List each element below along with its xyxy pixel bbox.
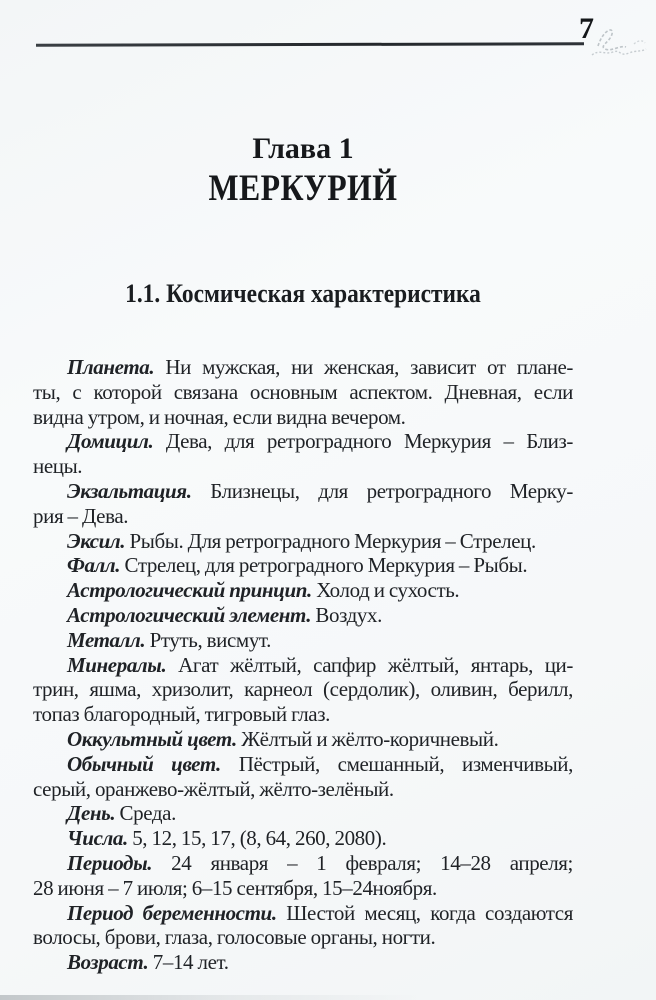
body-line: Период беременности. Шестой месяц, когда создаются xyxy=(67,900,573,925)
paragraph xyxy=(33,628,573,653)
body-line: Металл. Ртуть, висмут. xyxy=(67,627,271,652)
body-line: Возраст. 7–14 лет. xyxy=(67,950,229,975)
body-line: Фалл. Стрелец, для ретроградного Меркурия – Рыбы. xyxy=(67,553,528,578)
body-line: Минералы. Агат жёлтый, сапфир жёлтый, янтарь, ци- xyxy=(67,652,573,677)
paragraph xyxy=(33,578,573,603)
body-line: Оккультный цвет. Жёлтый и жёлто-коричневый. xyxy=(67,726,499,751)
paragraph xyxy=(33,603,573,628)
paragraph xyxy=(33,901,573,951)
term-lead: Астрологический принцип. xyxy=(67,578,312,603)
paragraph xyxy=(33,479,573,529)
body-line: Периоды. 24 января – 1 февраля; 14–28 апреля; xyxy=(67,850,573,875)
scan-smudge xyxy=(0,995,420,1000)
paragraph xyxy=(33,826,573,851)
body-line: Эксил. Рыбы. Для ретроградного Меркурия – Стрелец. xyxy=(67,528,536,553)
term-lead: Периоды. xyxy=(67,850,153,875)
term-lead: Металл. xyxy=(67,627,146,652)
body-line: Астрологический принцип. Холод и сухость. xyxy=(67,578,460,603)
body-line: ты, с которой связана основным аспектом. Дневная, если xyxy=(33,379,573,404)
body-line: волосы, брови, глаза, голосовые органы, ногти. xyxy=(33,925,436,950)
paragraph xyxy=(33,355,573,429)
body-line: Экзальтация. Близнецы, для ретроградного Мерку- xyxy=(67,478,573,503)
body-line: День. Среда. xyxy=(67,801,176,826)
term-lead: Планета. xyxy=(67,355,155,379)
chapter-title: МЕРКУРИЙ xyxy=(208,168,398,209)
term-lead: Минералы. xyxy=(67,652,167,677)
body-line: 28 июня – 7 июля; 6–15 сентября, 15–24ноября. xyxy=(33,875,437,900)
term-lead: Домицил. xyxy=(67,429,154,454)
paragraph xyxy=(33,801,573,826)
body-line: топаз благородный, тигровый глаз. xyxy=(33,702,330,727)
body-line: Обычный цвет. Пёстрый, смешанный, изменчивый, xyxy=(67,751,573,776)
body-text xyxy=(33,355,573,975)
body-line: рия – Дева. xyxy=(33,503,129,528)
term-lead: День. xyxy=(67,801,116,826)
body-line: нецы. xyxy=(33,454,83,479)
body-line: серый, оранжево-жёлтый, жёлто-зелёный. xyxy=(33,776,394,801)
term-lead: Эксил. xyxy=(67,528,126,553)
flourish-icon xyxy=(590,24,648,67)
paragraph xyxy=(33,851,573,901)
page-number: 7 xyxy=(579,12,594,45)
term-lead: Экзальтация. xyxy=(67,478,192,503)
term-lead: Фалл. xyxy=(67,553,121,578)
paragraph xyxy=(33,553,573,578)
body-line: Астрологический элемент. Воздух. xyxy=(67,602,382,627)
term-lead: Числа. xyxy=(67,826,128,851)
paragraph xyxy=(33,529,573,554)
paragraph xyxy=(33,950,573,975)
body-line: Домицил. Дева, для ретроградного Меркурия – Близ- xyxy=(67,429,573,454)
text-column xyxy=(33,0,573,975)
paragraph xyxy=(33,653,573,727)
body-line: Числа. 5, 12, 15, 17, (8, 64, 260, 2080). xyxy=(67,826,387,851)
paragraph xyxy=(33,429,573,479)
term-lead: Оккультный цвет. xyxy=(67,726,237,751)
term-lead: Период беременности. xyxy=(67,900,277,925)
term-lead: Обычный цвет. xyxy=(67,751,221,776)
paragraph xyxy=(33,727,573,752)
body-line: трин, яшма, хризолит, карнеол (сердолик), оливин, берилл, xyxy=(33,677,573,702)
term-lead: Астрологический элемент. xyxy=(67,602,312,627)
chapter-label: Глава 1 xyxy=(252,132,354,165)
paragraph xyxy=(33,752,573,802)
term-lead: Возраст. xyxy=(67,950,149,975)
section-title: 1.1. Космическая характеристика xyxy=(125,279,481,308)
body-line: видна утром, и ночная, если видна вечером. xyxy=(33,404,406,429)
body-line: Планета. Ни мужская, ни женская, зависит от плане- xyxy=(67,355,573,379)
